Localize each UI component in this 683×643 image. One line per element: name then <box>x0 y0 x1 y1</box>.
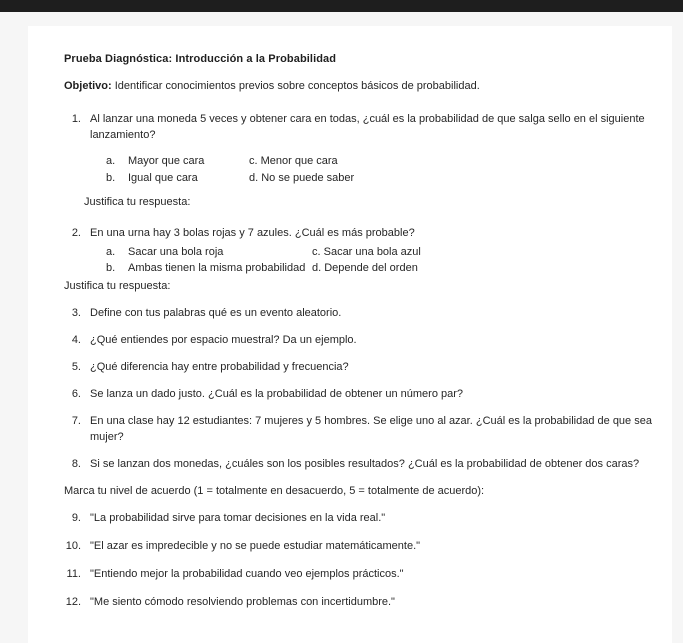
likert-item-10 <box>64 539 654 555</box>
question-number: 10. <box>65 540 81 553</box>
option-label: Sacar una bola roja <box>128 245 224 258</box>
question-row <box>64 539 654 555</box>
option-label: Igual que cara <box>128 171 198 184</box>
question-1-options <box>64 153 654 186</box>
likert-item-11 <box>64 567 654 583</box>
option-label: c. Menor que cara <box>249 155 338 168</box>
option-c[interactable] <box>312 244 654 261</box>
question-8 <box>64 457 654 473</box>
question-number: 8. <box>71 457 81 470</box>
question-text: Si se lanzan dos monedas, ¿cuáles son los posibles resultados? ¿Cuál es la probabilidad de obtener dos caras? <box>90 457 640 470</box>
options-column-right <box>249 153 654 186</box>
question-number: 9. <box>71 512 81 525</box>
option-d[interactable] <box>249 170 654 187</box>
question-number: 1. <box>71 113 81 126</box>
justify-prompt-2: Justifica tu respuesta: <box>64 279 171 292</box>
option-label: c. Sacar una bola azul <box>312 245 421 258</box>
question-2 <box>64 226 654 295</box>
justify-prompt-1: Justifica tu respuesta: <box>84 196 191 209</box>
option-letter: a. <box>106 155 116 168</box>
likert-item-9 <box>64 511 654 527</box>
option-letter: a. <box>106 245 116 258</box>
question-3 <box>64 306 654 322</box>
question-5 <box>64 360 654 376</box>
option-label: Ambas tienen la misma probabilidad <box>128 262 306 275</box>
question-6 <box>64 387 654 403</box>
option-label: Mayor que cara <box>128 155 205 168</box>
option-a[interactable] <box>106 153 249 170</box>
options-column-right <box>312 244 654 277</box>
document-page <box>28 26 672 643</box>
question-text: Define con tus palabras qué es un evento aleatorio. <box>90 306 342 319</box>
page-title: Prueba Diagnóstica: Introducción a la Probabilidad <box>64 53 337 65</box>
question-text: Al lanzar una moneda 5 veces y obtener cara en todas, ¿cuál es la probabilidad de que salga sello en el siguiente lanzamiento? <box>90 113 645 142</box>
question-row <box>64 414 654 446</box>
question-number: 2. <box>71 227 81 240</box>
question-number: 5. <box>71 360 81 373</box>
question-text: Se lanza un dado justo. ¿Cuál es la probabilidad de obtener un número par? <box>90 387 464 400</box>
question-row <box>64 511 654 527</box>
option-b[interactable] <box>106 260 312 277</box>
window-top-bar <box>0 0 683 12</box>
question-text: ¿Qué entiendes por espacio muestral? Da un ejemplo. <box>90 333 357 346</box>
option-letter: b. <box>106 262 116 275</box>
question-row <box>64 112 654 144</box>
question-row <box>64 567 654 583</box>
option-label: d. No se puede saber <box>249 171 355 184</box>
question-number: 7. <box>71 414 81 427</box>
question-number: 6. <box>71 387 81 400</box>
question-text: ¿Qué diferencia hay entre probabilidad y frecuencia? <box>90 360 349 373</box>
question-4 <box>64 333 654 349</box>
question-7 <box>64 414 654 446</box>
option-a[interactable] <box>106 244 312 261</box>
question-1 <box>64 112 654 211</box>
question-text: "El azar es impredecible y no se puede estudiar matemáticamente." <box>90 540 421 553</box>
options-column-left <box>64 244 312 277</box>
question-text: En una urna hay 3 bolas rojas y 7 azules. ¿Cuál es más probable? <box>90 227 415 240</box>
question-row <box>64 595 654 611</box>
question-number: 4. <box>71 333 81 346</box>
option-c[interactable] <box>249 153 654 170</box>
likert-statements <box>64 511 654 611</box>
question-number: 12. <box>65 596 81 609</box>
question-row <box>64 387 654 403</box>
option-b[interactable] <box>106 170 249 187</box>
question-text: "Me siento cómodo resolviendo problemas con incertidumbre." <box>90 596 395 609</box>
question-row <box>64 333 654 349</box>
question-row <box>64 306 654 322</box>
option-label: d. Depende del orden <box>312 262 418 275</box>
question-text: En una clase hay 12 estudiantes: 7 mujeres y 5 hombres. Se elige uno al azar. ¿Cuál es la probabilidad de que sea mujer? <box>90 414 652 443</box>
question-row <box>64 360 654 376</box>
question-2-options <box>64 244 654 277</box>
option-letter: b. <box>106 171 116 184</box>
question-number: 3. <box>71 306 81 319</box>
option-d[interactable] <box>312 260 654 277</box>
question-number: 11. <box>66 568 81 581</box>
objective-line <box>64 79 654 94</box>
question-row <box>64 226 654 242</box>
options-column-left <box>64 153 249 186</box>
question-text: "Entiendo mejor la probabilidad cuando veo ejemplos prácticos." <box>90 568 404 581</box>
question-text: "La probabilidad sirve para tomar decisiones en la vida real." <box>90 512 386 525</box>
likert-instruction: Marca tu nivel de acuerdo (1 = totalmente en desacuerdo, 5 = totalmente de acuerdo): <box>64 485 485 498</box>
question-row <box>64 457 654 473</box>
objective-label: Objetivo: <box>64 79 112 92</box>
likert-item-12 <box>64 595 654 611</box>
objective-text: Identificar conocimientos previos sobre conceptos básicos de probabilidad. <box>111 79 480 92</box>
